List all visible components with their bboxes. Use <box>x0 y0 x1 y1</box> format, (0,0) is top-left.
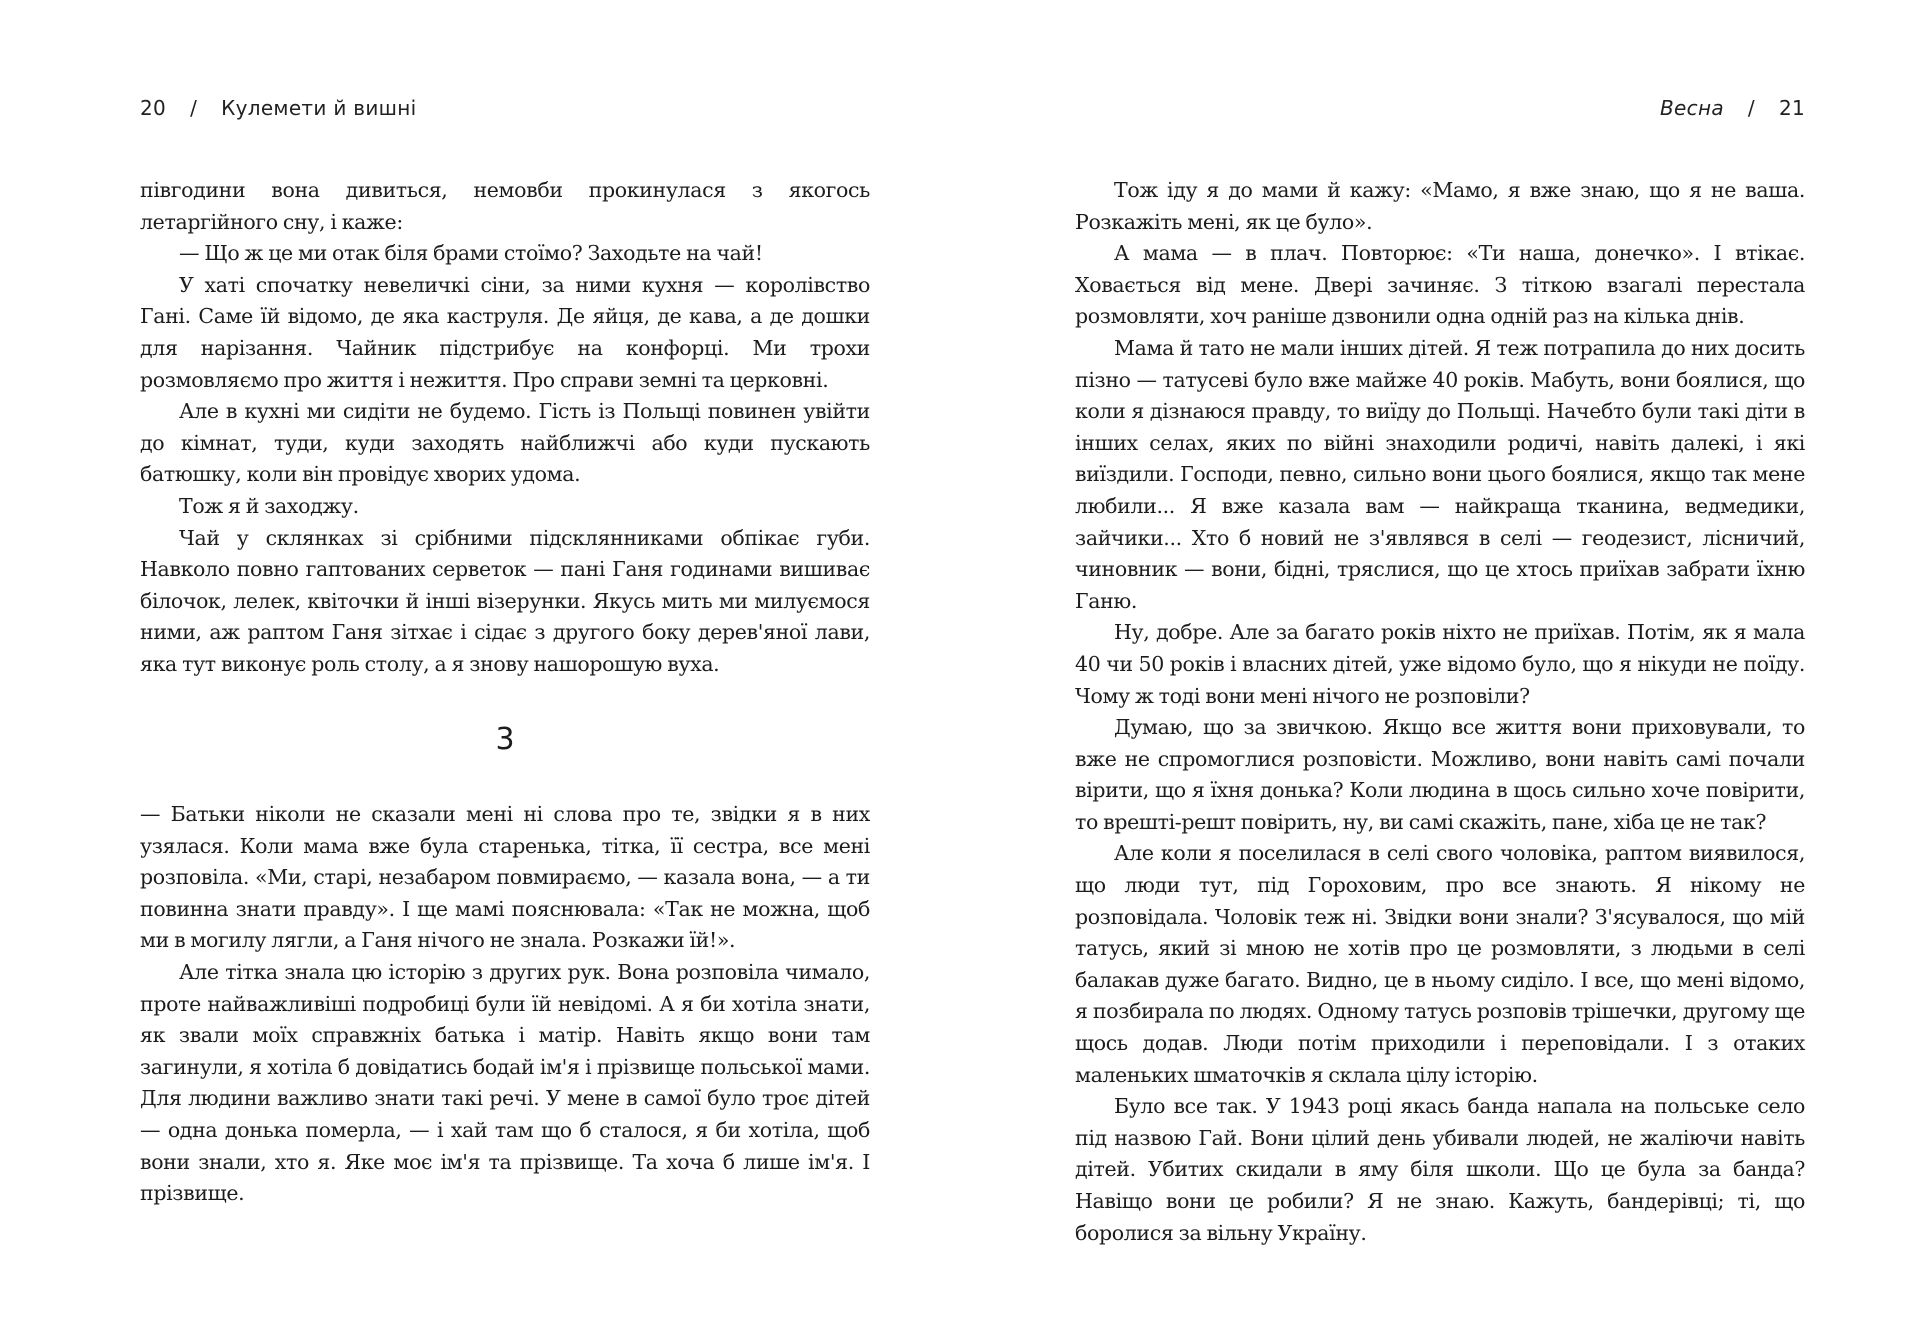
left-top-text <box>140 175 870 681</box>
left-page <box>140 0 870 1322</box>
paragraph: Але коли я поселилася в селі свого чоловіка, раптом виявилося, що люди тут, під Гороховим, про все знають. Я нікому не розповідала. Чоловік теж ні. Звідки вони знали? З'ясувалося, що мій татусь, який зі мною не хотів про це розмовляти, з людьми в селі балакав дуже багато. Видно, це в ньому сиділо. І все, що мені відомо, я позбирала по людях. Одному татусь розповів трішечки, другому ще щось додав. Люди потім приходили і переповідали. І з отаких маленьких шматочків я склала цілу історію. <box>1075 841 1805 1087</box>
paragraph: Але в кухні ми сидіти не будемо. Гість із Польщі повинен увійти до кімнат, туди, куди заходять найближчі або куди пускають батюшку, коли він провідує хворих удома. <box>140 399 870 487</box>
right-text <box>1075 175 1805 1249</box>
paragraph: Тож я й заходжу. <box>179 493 359 518</box>
paragraph: У хаті спочатку невеличкі сіни, за ними кухня — королівство Гані. Саме їй відомо, де яка каструля. Де яйця, де кава, а де дошки для нарізання. Чайник підстрибує на конфорці. Ми трохи розмовляємо про життя і нежиття. Про справи земні та церковні. <box>140 272 870 392</box>
chapter-number: 3 <box>495 722 515 757</box>
paragraph: Але тітка знала цю історію з других рук. Вона розповіла чимало, проте найважливіші подробиці були їй невідомі. А я би хотіла знати, як звали моїх справжніх батька і матір. Навіть якщо вони там загинули, я хотіла б довідатись бодай ім'я і прізвище польської мами. Для людини важливо знати такі речі. У мене в самої було троє дітей — одна донька померла, — і хай там що б сталося, я би хотіла, щоб вони знали, хто я. Яке моє ім'я та прізвище. Та хоча б лише ім'я. І прізвище. <box>140 959 870 1206</box>
paragraph: Чай у склянках зі срібними підсклянниками обпікає губи. Навколо повно гаптованих серветок — пані Ганя годинами вишиває білочок, лелек, квіточки й інші візерунки. Якусь мить ми милуємося ними, аж раптом Ганя зітхає і сідає з другого боку дерев'яної лави, яка тут виконує роль столу, а я знову нашорошую вуха. <box>140 525 870 676</box>
paragraph: — Батьки ніколи не сказали мені ні слова про те, звідки я в них узялася. Коли мама вже була старенька, тітка, її сестра, все мені розповіла. «Ми, старі, незабаром повмираємо, — казала вона, — а ти повинна знати правду». І ще мамі пояснювала: «Так не можна, щоб ми в могилу лягли, а Ганя нічого не знала. Розкажи їй!». <box>140 802 870 953</box>
right-running-head <box>1075 96 1805 126</box>
right-page-number: 21 <box>1778 96 1805 120</box>
paragraph: Тож іду я до мами й кажу: «Мамо, я вже знаю, що я не ваша. Розкажіть мені, як це було». <box>1075 178 1805 234</box>
book-title: Кулемети й вишні <box>221 96 417 120</box>
left-page-number: 20 <box>140 96 167 120</box>
paragraph: Було все так. У 1943 році якась банда напала на польське село під назвою Гай. Вони цілий день убивали людей, не жаліючи навіть дітей. Убитих скидали в яму біля школи. Що це була за банда? Навіщо вони це робили? Я не знаю. Кажуть, бандерівці; ті, що боролися за вільну Україну. <box>1075 1094 1805 1245</box>
left-header-separator: / <box>190 96 198 120</box>
paragraph: — Що ж це ми отак біля брами стоїмо? Заходьте на чай! <box>179 241 763 266</box>
paragraph: А мама — в плач. Повторює: «Ти наша, донечко». І втікає. Ховається від мене. Двері зачиняє. З тіткою взагалі перестала розмовляти, хоч раніше дзвонили одна одній раз на кілька днів. <box>1075 241 1805 329</box>
paragraph: півгодини вона дивиться, немовби прокинулася з якогось летаргійного сну, і каже: <box>140 178 870 234</box>
left-bottom-text <box>140 799 870 1210</box>
right-header-separator: / <box>1747 96 1755 120</box>
paragraph: Ну, добре. Але за багато років ніхто не приїхав. Потім, як я мала 40 чи 50 років і власних дітей, уже відомо було, що я нікуди не поїду. Чому ж тоді вони мені нічого не розповіли? <box>1075 620 1805 708</box>
right-page <box>1075 0 1805 1322</box>
section-title: Весна <box>1660 96 1724 120</box>
paragraph: Думаю, що за звичкою. Якщо все життя вони приховували, то вже не спромоглися розповісти. Можливо, вони навіть самі почали вірити, що я їхня донька? Коли людина в щось сильно хоче повірити, то врешті-решт повірить, ну, ви самі скажіть, пане, хіба це не так? <box>1075 715 1805 834</box>
left-running-head <box>140 96 870 126</box>
paragraph: Мама й тато не мали інших дітей. Я теж потрапила до них досить пізно — татусеві було вже майже 40 років. Мабуть, вони боялися, що коли я дізнаюся правду, то виїду до Польщі. Начебто були такі діти в інших селах, яких по війні знаходили родичі, навіть далекі, і які виїздили. Господи, певно, сильно вони цього боялися, якщо так мене любили... Я вже казала вам — найкраща тканина, ведмедики, зайчики... Хто б новий не з'являвся в селі — геодезист, лісничий, чиновник — вони, бідні, тряслися, що це хтось приїхав забрати їхню Ганю. <box>1075 335 1805 613</box>
